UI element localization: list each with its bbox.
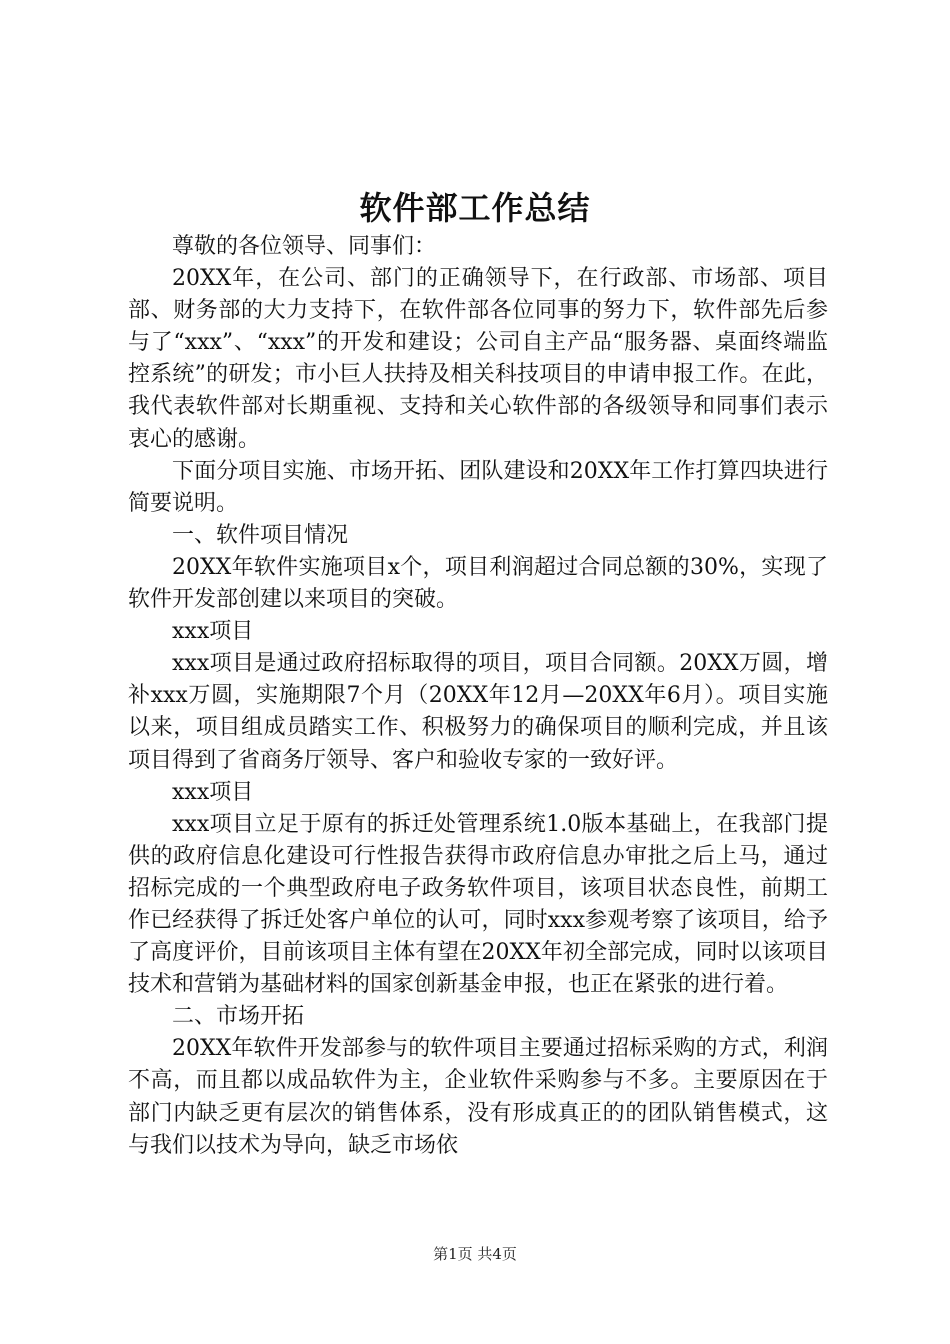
projects-summary-paragraph: 20XX年软件实施项目x个，项目利润超过合同总额的30%，实现了软件开发部创建以来项目的突破。 xyxy=(128,554,828,613)
document-body xyxy=(128,231,828,1162)
project-2-paragraph: xxx项目立足于原有的拆迁处管理系统1.0版本基础上，在我部门提供的政府信息化建设可行性报告获得市政府信息办审批之后上马，通过招标完成的一个典型政府电子政务软件项目，该项目状态良性，前期工作已经获得了拆迁处客户单位的认可，同时xxx参观考察了该项目，给予了高度评价，目前该项目主体有望在20XX年初全部完成，同时以该项目技术和营销为基础材料的国家创新基金申报，也正在紧张的进行着。 xyxy=(128,811,828,998)
project-1-paragraph: xxx项目是通过政府招标取得的项目，项目合同额。20XX万圆，增补xxx万圆，实施期限7个月（20XX年12月—20XX年6月）。项目实施以来，项目组成员踏实工作、积极努力的确保项目的顺利完成，并且该项目得到了省商务厅领导、客户和验收专家的一致好评。 xyxy=(128,651,828,773)
document-title: 软件部工作总结 xyxy=(359,189,591,227)
section-heading-market: 二、市场开拓 xyxy=(172,1004,305,1030)
project-heading-1: xxx项目 xyxy=(172,619,254,645)
project-heading-2: xxx项目 xyxy=(172,779,254,805)
salutation-paragraph: 尊敬的各位领导、同事们： xyxy=(172,234,437,259)
intro-paragraph: 20XX年，在公司、部门的正确领导下，在行政部、市场部、项目部、财务部的大力支持下，在软件部各位同事的努力下，软件部先后参与了“xxx”、“xxx”的开发和建设；公司自主产品“服务器、桌面终端监控系统”的研发；市小巨人扶持及相关科技项目的申请申报工作。在此，我代表软件部对长期重视、支持和关心软件部的各级领导和同事们表示衷心的感谢。 xyxy=(128,266,828,452)
overview-paragraph: 下面分项目实施、市场开拓、团队建设和20XX年工作打算四块进行简要说明。 xyxy=(128,458,828,516)
page-number-footer: 第1页 共4页 xyxy=(433,1245,517,1263)
section-heading-projects: 一、软件项目情况 xyxy=(172,522,349,548)
market-paragraph: 20XX年软件开发部参与的软件项目主要通过招标采购的方式，利润不高，而且都以成品软件为主，企业软件采购参与不多。主要原因在于部门内缺乏更有层次的销售体系，没有形成真正的的团队销售模式，这与我们以技术为导向，缺乏市场依 xyxy=(128,1036,828,1158)
